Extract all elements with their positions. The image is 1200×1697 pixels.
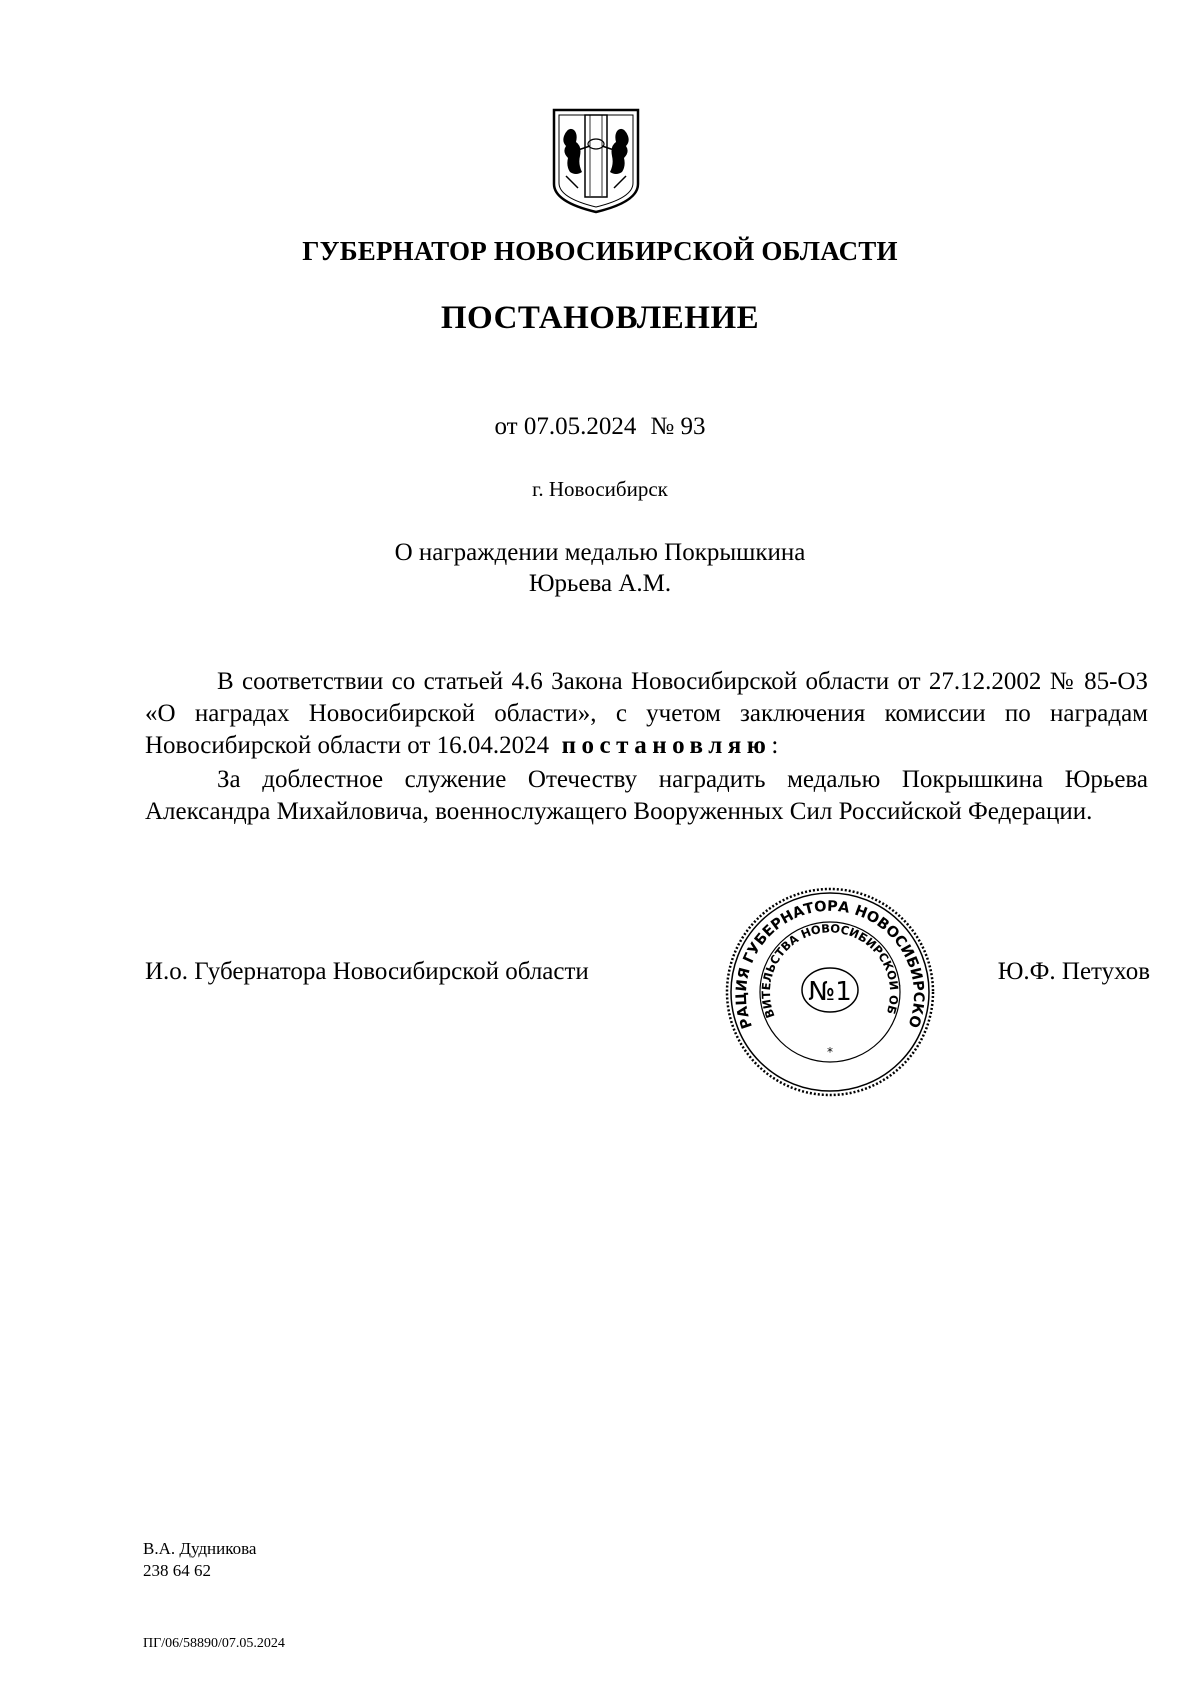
document-date: от 07.05.2024 — [494, 413, 637, 440]
executor-phone: 238 64 62 — [143, 1561, 211, 1580]
decree-colon: : — [771, 732, 779, 759]
document-reference: ПГ/06/58890/07.05.2024 — [143, 1636, 285, 1651]
seal-inner-text: ВИТЕЛЬСТВА НОВОСИБИРСКОЙ ОБ — [758, 921, 902, 1021]
document-type-title: ПОСТАНОВЛЕНИЕ — [440, 300, 760, 336]
document-number: № 93 — [650, 413, 706, 440]
signatory-title: И.о. Губернатора Новосибирской области — [145, 958, 589, 985]
seal-center-number: №1 — [808, 977, 852, 1007]
official-seal-stamp — [724, 886, 936, 1098]
paragraph-2-text: За доблестное служение Отечеству наградить медалью Покрышкина Юрьева Александра Михайловича, военнослужащего Вооруженных Сил Российской Федерации. — [145, 766, 1148, 825]
paragraph-1-text: В соответствии со статьей 4.6 Закона Новосибирской области от 27.12.2002 № 85-ОЗ «О наградах Новосибирской области», с учетом заключения комиссии по наградам Новосибирской области от 16.04.2024 — [145, 668, 1148, 759]
executor-block — [143, 1538, 256, 1582]
svg-text:*: * — [827, 1045, 833, 1059]
body-paragraph-2 — [145, 764, 1148, 828]
decree-word: постановляю — [561, 732, 772, 759]
seal-outer-text: РАЦИЯ ГУБЕРНАТОРА НОВОСИБИРСКО — [733, 898, 927, 1031]
subject-line-1: О награждении медалью Покрышкина — [394, 539, 806, 566]
document-subject — [0, 537, 1200, 599]
signatory-name: Ю.Ф. Петухов — [997, 958, 1150, 985]
body-paragraph-1 — [145, 666, 1148, 762]
coat-of-arms-icon — [548, 106, 644, 216]
executor-name: В.А. Дудникова — [143, 1539, 257, 1558]
date-number-line — [0, 413, 1200, 441]
city-line: г. Новосибирск — [532, 477, 668, 501]
issuing-authority: ГУБЕРНАТОР НОВОСИБИРСКОЙ ОБЛАСТИ — [302, 236, 898, 266]
subject-line-2: Юрьева А.М. — [528, 570, 672, 597]
